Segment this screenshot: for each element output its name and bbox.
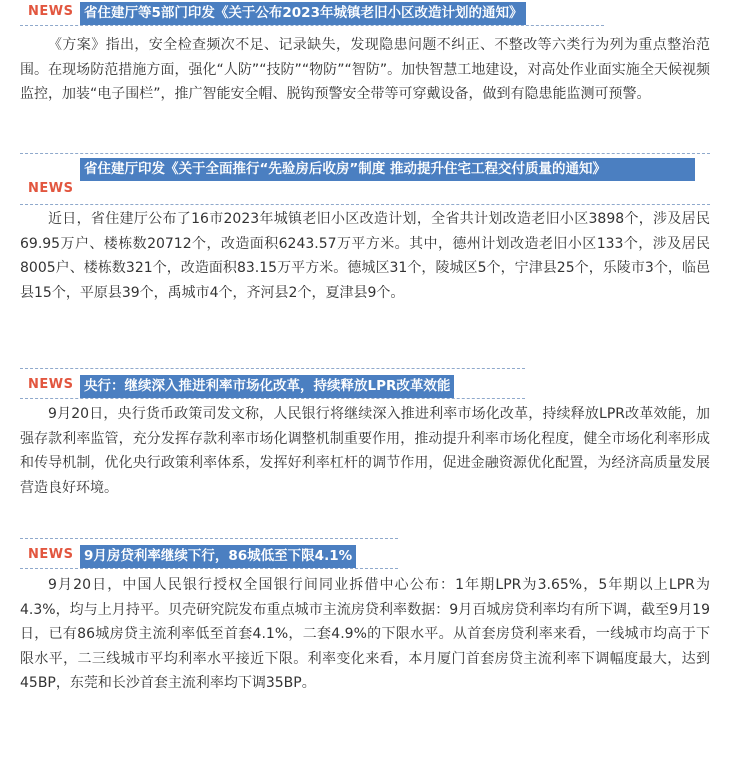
news-label: NEWS xyxy=(28,4,74,19)
news-title[interactable]: 9月房贷利率继续下行，86城低至下限4.1% xyxy=(80,545,356,568)
news-section-4 xyxy=(0,535,729,770)
news-section-2 xyxy=(0,150,729,350)
news-title[interactable]: 央行：继续深入推进利率市场化改革，持续释放LPR改革效能 xyxy=(80,375,454,398)
news-label: NEWS xyxy=(28,377,74,392)
news-title[interactable]: 省住建厅印发《关于全面推行“先验房后收房”制度 推动提升住宅工程交付质量的通知》 xyxy=(80,158,695,181)
news-title[interactable]: 省住建厅等5部门印发《关于公布2023年城镇老旧小区改造计划的通知》 xyxy=(80,2,526,25)
news-label: NEWS xyxy=(28,547,74,562)
news-section-3 xyxy=(0,365,729,515)
news-body: 9月20日，央行货币政策司发文称，人民银行将继续深入推进利率市场化改革，持续释放LPR改革效能，加强存款利率监管，充分发挥存款利率市场化调整机制重要作用，推动提升利率市场化程度，健全市场化利率形成和传导机制，优化央行政策利率体系，发挥好利率杠杆的调节作用，促进金融资源优化配置，为经济高质量发展营造良好环境。 xyxy=(20,406,710,496)
title-divider xyxy=(20,568,398,569)
news-section-1 xyxy=(0,0,729,140)
news-body: 9月20日，中国人民银行授权全国银行间同业拆借中心公布：1年期LPR为3.65%，5年期以上LPR为4.3%，均与上月持平。贝壳研究院发布重点城市主流房贷利率数据：9月百城房贷利率均有所下调，截至9月19日，已有86城房贷主流利率低至首套4.1%，二套4.9%的下限水平。从首套房贷利率来看，一线城市均高于下限水平，二三线城市平均利率水平接近下限。利率变化来看，本月厦门首套房贷主流利率下调幅度最大，达到45BP，东莞和长沙首套主流利率均下调35BP。 xyxy=(20,577,710,692)
news-body: 近日，省住建厅公布了16市2023年城镇老旧小区改造计划，全省共计划改造老旧小区3898个，涉及居民69.95万户、楼栋数20712个，改造面积6243.57万平方米。其中，德州计划改造老旧小区133个，涉及居民8005户、楼栋数321个，改造面积83.15万平方米。德城区31个，陵城区5个，宁津县25个，乐陵市3个，临邑县15个，平原县39个，禹城市4个，齐河县2个，夏津县9个。 xyxy=(20,211,710,301)
section-divider-top xyxy=(20,538,398,539)
title-divider xyxy=(20,204,710,205)
section-divider-top xyxy=(20,153,710,154)
title-divider xyxy=(20,398,525,399)
section-divider-top xyxy=(20,368,525,369)
title-divider xyxy=(20,25,604,26)
news-body: 《方案》指出，安全检查频次不足、记录缺失，发现隐患问题不纠正、不整改等六类行为列为重点整治范围。在现场防范措施方面，强化“人防”“技防”“物防”“智防”。加快智慧工地建设，对高处作业面实施全天候视频监控，加装“电子围栏”，推广智能安全帽、脱钩预警安全带等可穿戴设备，做到有隐患能监测可预警。 xyxy=(20,37,710,103)
news-label: NEWS xyxy=(28,181,74,196)
